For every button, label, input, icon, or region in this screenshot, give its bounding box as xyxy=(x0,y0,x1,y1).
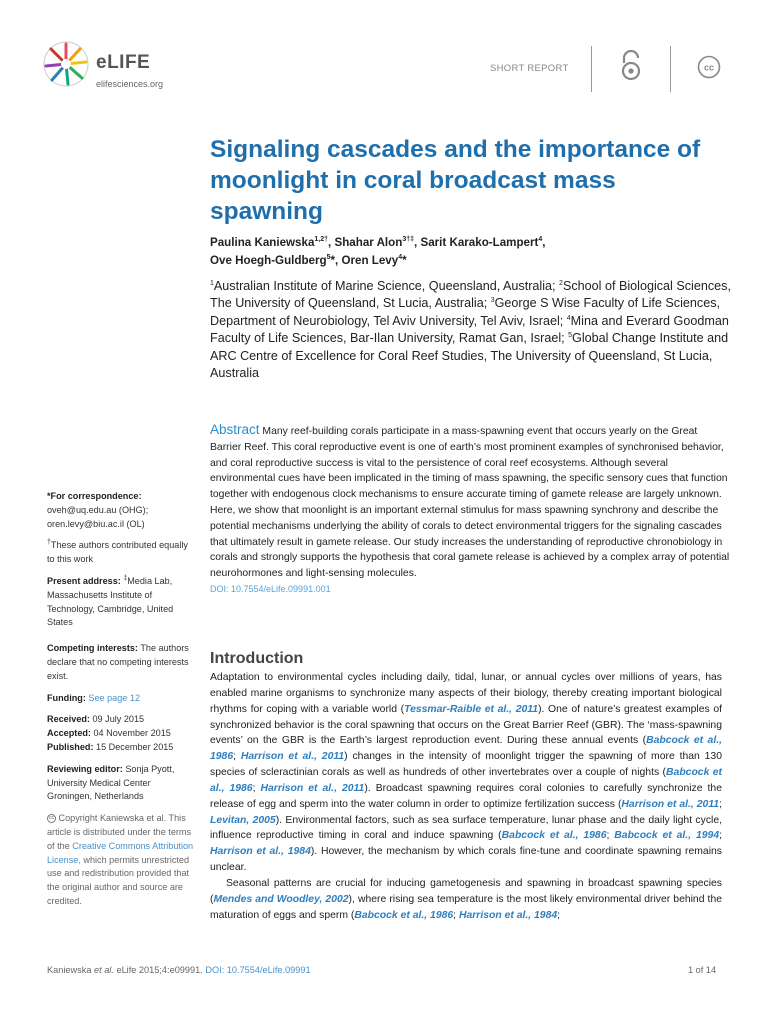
author-affiliation-marker: 5 xyxy=(326,254,331,262)
contribution-text: These authors contributed equally to this work xyxy=(47,540,188,565)
author-affiliation-marker: 4 xyxy=(538,236,543,244)
citation-link[interactable]: Babcock et al., 1986 xyxy=(210,735,722,763)
body-text-run: Adaptation to environmental cycles including daily, tidal, lunar, or annual cycles over millions of years, has enabled marine organisms to synchronize many aspects of their biology, thereby creating important biological rhythms for coping with a variable world ( xyxy=(210,672,722,715)
body-text-run: Seasonal patterns are crucial for inducing gametogenesis and spawning in broadcast spawning species ( xyxy=(210,877,722,905)
body-text-run: ; xyxy=(719,798,722,810)
author-separator: *, xyxy=(330,254,342,267)
body-text-run: ; xyxy=(453,909,459,921)
author-separator: , xyxy=(542,236,546,249)
affiliation-number: 2 xyxy=(559,279,563,287)
author-name[interactable]: Sarit Karako-Lampert xyxy=(420,236,539,249)
contribution-marker: † xyxy=(47,539,51,547)
svg-text:cc: cc xyxy=(703,62,715,73)
article-info-sidebar xyxy=(47,490,197,917)
published-date: 15 December 2015 xyxy=(96,741,174,752)
article-type-label: SHORT REPORT xyxy=(490,63,569,74)
competing-interests-block xyxy=(47,642,197,683)
citation-link[interactable]: Harrison et al., 2011 xyxy=(260,782,365,794)
article-title: Signaling cascades and the importance of moonlight in coral broadcast mass spawning xyxy=(210,136,701,225)
dates-block xyxy=(47,713,197,754)
author-name[interactable]: Ove Hoegh-Guldberg xyxy=(210,254,327,267)
copyright-block xyxy=(47,812,197,909)
body-text-run: ). One of nature’s greatest examples of synchronized behavior is the coral spawning that occurs on the Great Barrier Reef (GBR). The ‘mass-spawning events’ on the GBR is the Earth’s largest reproduction event. During these annual events ( xyxy=(210,703,723,747)
affiliation-number: 4 xyxy=(566,314,571,322)
author-separator: * xyxy=(402,254,407,267)
abstract-heading: Abstract xyxy=(210,422,260,437)
author-separator: , xyxy=(414,236,421,249)
received-date: 09 July 2015 xyxy=(92,714,145,725)
competing-interests-text: The authors declare that no competing interests exist. xyxy=(47,643,189,681)
reviewing-editor-block xyxy=(47,763,197,804)
author-affiliation-marker: 4 xyxy=(398,254,403,262)
journal-logo-text: eLIFE xyxy=(96,52,151,73)
copyright-cc-icon: cc xyxy=(49,815,54,822)
body-text-run: ). Broadcast spawning requires coral colonies to carefully synchronize the release of egg and sperm into the water column in order to optimize fertilization success ( xyxy=(210,782,722,810)
citation-link[interactable]: Babcock et al., 1994 xyxy=(614,830,720,842)
copyright-tail: which permits unrestricted use and redistribution provided that the original author and source are credited. xyxy=(47,854,190,906)
footer-journal: eLife 2015;4:e09991. xyxy=(113,965,206,975)
affiliation-text: George S Wise Faculty of Life Sciences, Department of Neurobiology, Tel Aviv University, Tel Aviv, Israel; xyxy=(210,296,720,328)
affiliation-number: 3 xyxy=(490,297,495,305)
citation-link[interactable]: Harrison et al., 1984 xyxy=(458,909,558,921)
competing-interests-label: Competing interests: xyxy=(47,643,138,654)
present-address-marker: ‡ xyxy=(123,574,128,582)
body-text-run: ; xyxy=(606,830,615,842)
funding-block xyxy=(47,692,197,706)
citation-link[interactable]: Harrison et al., 1984 xyxy=(210,846,311,858)
page-number: 1 of 14 xyxy=(688,965,717,975)
contribution-note xyxy=(47,539,197,567)
citation-link[interactable]: Tessmar-Raible et al., 2011 xyxy=(404,703,539,715)
citation-link[interactable]: Harrison et al., 2011 xyxy=(240,751,345,763)
author-name[interactable]: Shahar Alon xyxy=(334,236,403,249)
body-text-run: ). However, the mechanism by which corals fine-tune and coordinate spawning remains unclear. xyxy=(210,846,722,874)
abstract xyxy=(210,422,730,598)
creative-commons-icon[interactable] xyxy=(697,55,721,79)
abstract-doi-link[interactable]: DOI: 10.7554/eLife.09991.001 xyxy=(210,583,331,594)
affiliation-number: 5 xyxy=(568,332,573,340)
affiliations xyxy=(210,278,740,382)
author-affiliation-marker: 3†‡ xyxy=(402,236,415,244)
accepted-label: Accepted: xyxy=(47,728,91,739)
accepted-date: 04 November 2015 xyxy=(93,728,171,739)
author-list xyxy=(210,234,730,270)
citation-link[interactable]: Levitan, 2005 xyxy=(210,814,276,826)
footer-doi-link[interactable]: DOI: 10.7554/eLife.09991 xyxy=(205,965,311,975)
reviewing-editor-text: Sonja Pyott, University Medical Center Groningen, Netherlands xyxy=(47,763,175,802)
affiliation-text: School of Biological Sciences, The University of Queensland, St Lucia, Australia; xyxy=(210,279,731,311)
footer-author: Kaniewska xyxy=(47,965,94,975)
introduction-body xyxy=(210,670,722,924)
body-text-run: ; xyxy=(557,909,561,921)
correspondence-label: *For correspondence: xyxy=(47,491,142,501)
copyright-text: Copyright Kaniewska et al. This article is distributed under the terms of the xyxy=(47,813,192,851)
body-text-run: ) changes in the intensity of moonlight trigger the spawning of more than 130 species of scleractinian corals as well as hundreds of other invertebrates over a couple of nights ( xyxy=(210,751,722,779)
citation-link[interactable]: Babcock et al., 1986 xyxy=(501,830,607,842)
funding-label: Funding: xyxy=(47,692,86,703)
introduction-heading: Introduction xyxy=(210,650,304,667)
present-address-label: Present address: xyxy=(47,575,121,586)
footer-citation xyxy=(47,965,311,975)
affiliation-number: 1 xyxy=(210,279,214,287)
header-divider xyxy=(670,46,671,92)
published-label: Published: xyxy=(47,741,94,752)
body-text-run: ). Environmental factors, such as sea surface temperature, lunar phase and the daily light cycle, influence reproductive timing in coral and induce spawning ( xyxy=(210,814,722,842)
affiliation-text: Global Change Institute and ARC Centre of Excellence for Coral Reef Studies, The University of Queensland, St Lucia, Australia xyxy=(210,331,729,381)
citation-link[interactable]: Mendes and Woodley, 2002 xyxy=(213,893,349,905)
funding-link[interactable]: See page 12 xyxy=(88,692,141,703)
citation-link[interactable]: Harrison et al., 2011 xyxy=(621,798,720,810)
present-address-text: Media Lab, Massachusetts Institute of Technology, Cambridge, United States xyxy=(47,575,174,628)
header-divider xyxy=(591,46,592,92)
elife-logo-icon[interactable] xyxy=(42,40,90,88)
body-text-run: ; xyxy=(233,751,241,763)
present-address-block xyxy=(47,575,197,630)
body-text-run: ; xyxy=(719,830,722,842)
affiliation-text: Mina and Everard Goodman Faculty of Life Sciences, Bar-Ilan University, Ramat Gan, Israel; xyxy=(210,313,729,346)
abstract-text: Many reef-building corals participate in a mass-spawning event that occurs yearly on the Great Barrier Reef. This coral reproductive event is one of earth’s most prominent examples of synchronised behavior, and coral reproductive success is vital to the persistence of coral reef ecosystems. Although several environmental cues have been implicated in the timing of mass spawning, the specific sensory cues that function together with endogenous clock mechanisms to ensure accurate timing of gamete release are largely unknown. Here, we show that moonlight is an important external stimulus for mass spawning synchrony and describe the potential mechanisms underlying the ability of corals to detect environmental triggers for the signaling cascades that ultimately result in gamete release. Our study increases the understanding of reproductive chronobiology in corals and strongly supports the hypothesis that coral gamete release is achieved by a complex array of potential neurohormones and light-sensing molecules. xyxy=(210,426,730,580)
author-name[interactable]: Oren Levy xyxy=(341,254,399,267)
affiliation-text: Australian Institute of Marine Science, Queensland, Australia; xyxy=(213,279,560,293)
correspondence-block xyxy=(47,490,197,531)
open-access-icon[interactable] xyxy=(618,50,644,82)
license-link[interactable]: Creative Commons Attribution License, xyxy=(47,840,194,865)
journal-url[interactable]: elifesciences.org xyxy=(96,79,164,89)
introduction-paragraph xyxy=(210,876,722,924)
correspondence-emails[interactable]: oveh@uq.edu.au (OHG); oren.levy@biu.ac.il (OL) xyxy=(47,504,149,529)
body-text-run: ; xyxy=(252,782,261,794)
reviewing-editor-label: Reviewing editor: xyxy=(47,763,123,774)
author-separator: , xyxy=(328,236,335,249)
received-label: Received: xyxy=(47,714,90,725)
author-name[interactable]: Paulina Kaniewska xyxy=(210,236,315,249)
author-affiliation-marker: 1,2† xyxy=(314,236,329,244)
introduction-paragraph xyxy=(210,670,722,876)
citation-link[interactable]: Babcock et al., 1986 xyxy=(354,909,454,921)
citation-link[interactable]: Babcock et al., 1986 xyxy=(210,767,722,794)
footer-etal: et al. xyxy=(93,965,114,975)
body-text-run: ), where rising sea temperature is the most likely environmental driver behind the maturation of eggs and sperm ( xyxy=(210,893,722,921)
